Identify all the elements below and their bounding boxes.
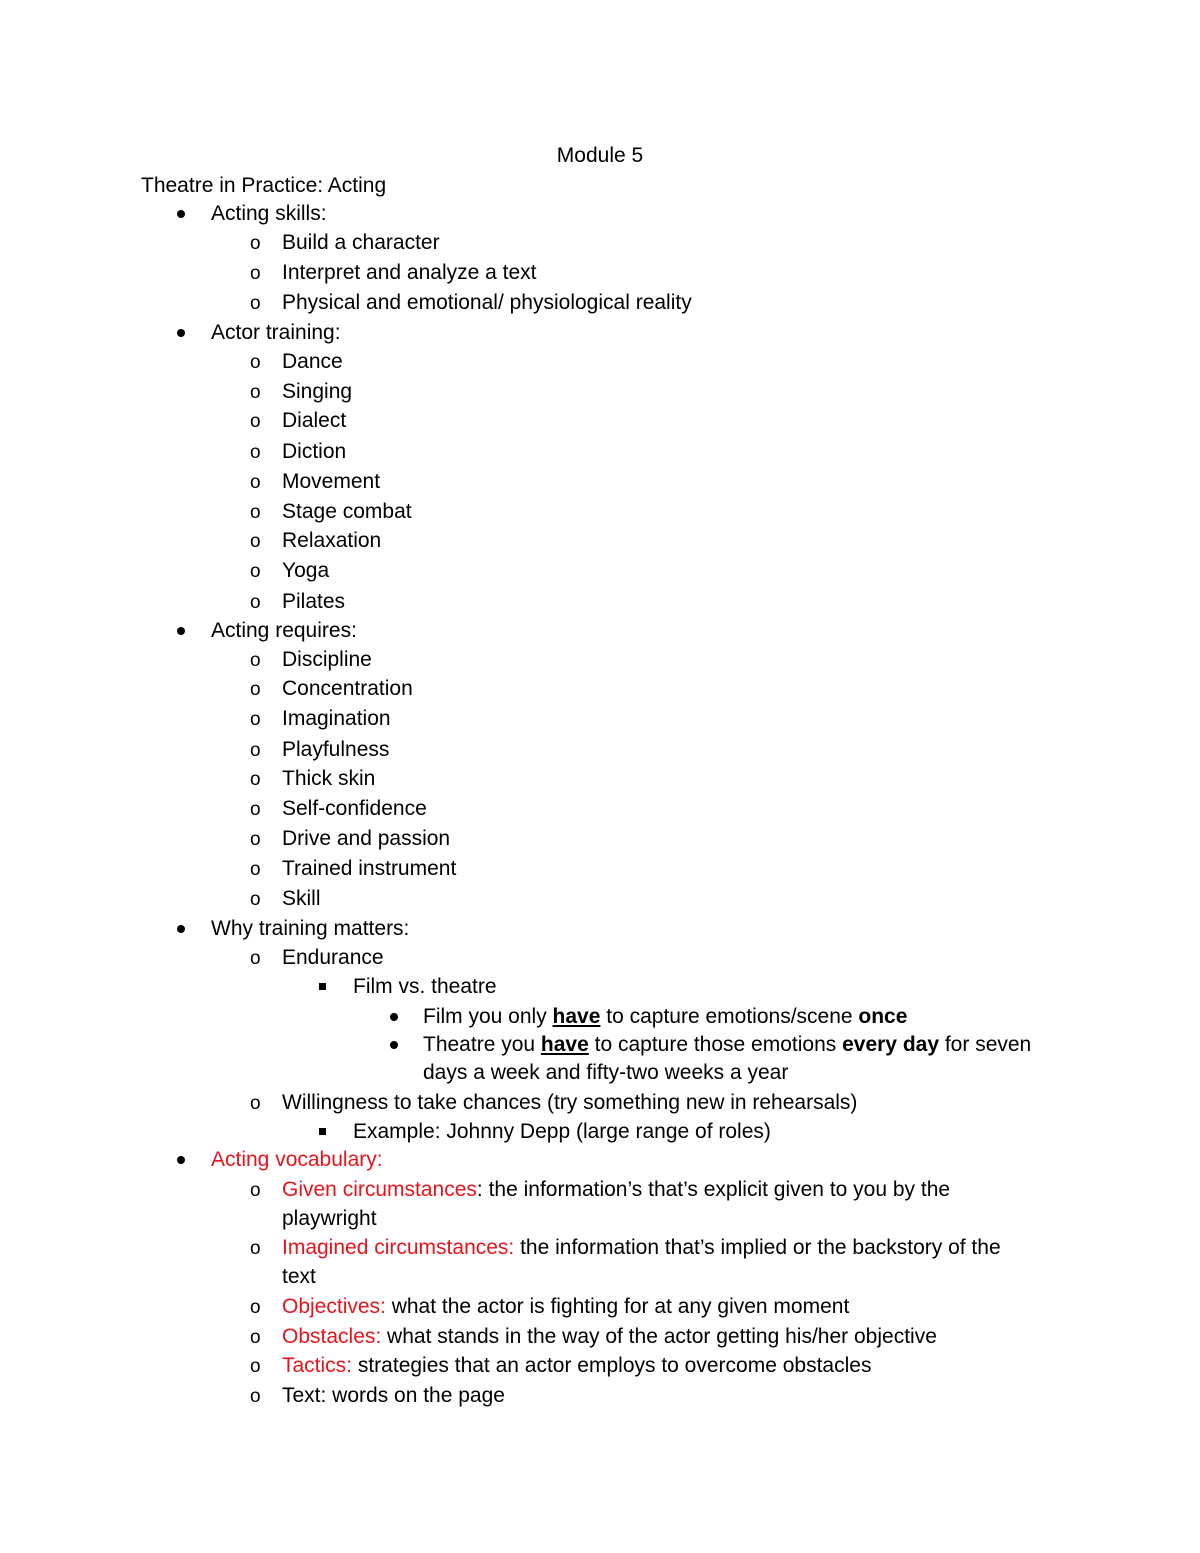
heading: Theatre in Practice: Acting [141,174,387,197]
circle-bullet-icon: o [250,679,261,700]
section-label: Acting vocabulary: [211,1148,383,1171]
square-bullet-icon [319,983,326,990]
circle-bullet-icon: o [250,650,261,671]
circle-bullet-icon: o [250,1386,261,1407]
list-item: Diction [282,440,347,463]
circle-bullet-icon: o [250,502,261,523]
list-item-continuation: days a week and fifty-two weeks a year [423,1061,789,1084]
list-item: Playfulness [282,738,390,761]
circle-bullet-icon: o [250,1297,261,1318]
list-item: Build a character [282,231,440,254]
list-item: Concentration [282,677,413,700]
list-item: Endurance [282,946,384,969]
vocab-item: Obstacles: what stands in the way of the actor getting his/her objective [282,1325,937,1348]
circle-bullet-icon: o [250,1327,261,1348]
section-label: Why training matters: [211,917,410,940]
list-item: Dance [282,350,343,373]
circle-bullet-icon: o [250,442,261,463]
vocab-item: Given circumstances: the information’s that’s explicit given to you by the [282,1178,951,1201]
list-item: Imagination [282,707,391,730]
list-item: Stage combat [282,500,412,523]
bullet-icon [177,210,185,218]
circle-bullet-icon: o [250,382,261,403]
vocab-item: Objectives: what the actor is fighting for at any given moment [282,1295,850,1318]
list-item: Physical and emotional/ physiological reality [282,291,692,314]
circle-bullet-icon: o [250,293,261,314]
circle-bullet-icon: o [250,1238,261,1259]
circle-bullet-icon: o [250,740,261,761]
circle-bullet-icon: o [250,948,261,969]
circle-bullet-icon: o [250,531,261,552]
circle-bullet-icon: o [250,1180,261,1201]
list-item: Willingness to take chances (try something new in rehearsals) [282,1091,858,1114]
square-bullet-icon [319,1128,326,1135]
bullet-icon [390,1013,398,1021]
circle-bullet-icon: o [250,829,261,850]
circle-bullet-icon: o [250,352,261,373]
circle-bullet-icon: o [250,859,261,880]
bullet-icon [177,627,185,635]
vocab-item-continuation: playwright [282,1207,377,1230]
list-item: Movement [282,470,381,493]
circle-bullet-icon: o [250,1093,261,1114]
list-item: Film vs. theatre [353,975,497,998]
bullet-icon [390,1041,398,1049]
page-title: Module 5 [556,144,644,167]
circle-bullet-icon: o [250,263,261,284]
list-item: Trained instrument [282,857,457,880]
bullet-icon [177,1156,185,1164]
circle-bullet-icon: o [250,592,261,613]
list-item: Self-confidence [282,797,427,820]
circle-bullet-icon: o [250,411,261,432]
section-label: Actor training: [211,321,341,344]
circle-bullet-icon: o [250,889,261,910]
section-label: Acting requires: [211,619,357,642]
circle-bullet-icon: o [250,233,261,254]
list-item: Singing [282,380,353,403]
circle-bullet-icon: o [250,561,261,582]
list-item: Dialect [282,409,347,432]
list-item: Relaxation [282,529,382,552]
vocab-item: Tactics: strategies that an actor employs to overcome obstacles [282,1354,872,1377]
bullet-icon [177,329,185,337]
list-item: Drive and passion [282,827,451,850]
list-item-theatre: Theatre you have to capture those emotions every day for seven [423,1033,1032,1056]
section-label: Acting skills: [211,202,327,225]
list-item: Thick skin [282,767,376,790]
list-item-film: Film you only have to capture emotions/scene once [423,1005,908,1028]
vocab-item: Imagined circumstances: the information that’s implied or the backstory of the [282,1236,1001,1259]
list-item: Interpret and analyze a text [282,261,537,284]
vocab-item-continuation: text [282,1265,316,1288]
circle-bullet-icon: o [250,1356,261,1377]
list-item: Pilates [282,590,346,613]
circle-bullet-icon: o [250,799,261,820]
circle-bullet-icon: o [250,709,261,730]
circle-bullet-icon: o [250,472,261,493]
list-item: Discipline [282,648,372,671]
list-item: Skill [282,887,321,910]
list-item: Yoga [282,559,330,582]
list-item: Example: Johnny Depp (large range of roles) [353,1120,771,1143]
vocab-item: Text: words on the page [282,1384,505,1407]
circle-bullet-icon: o [250,769,261,790]
bullet-icon [177,925,185,933]
